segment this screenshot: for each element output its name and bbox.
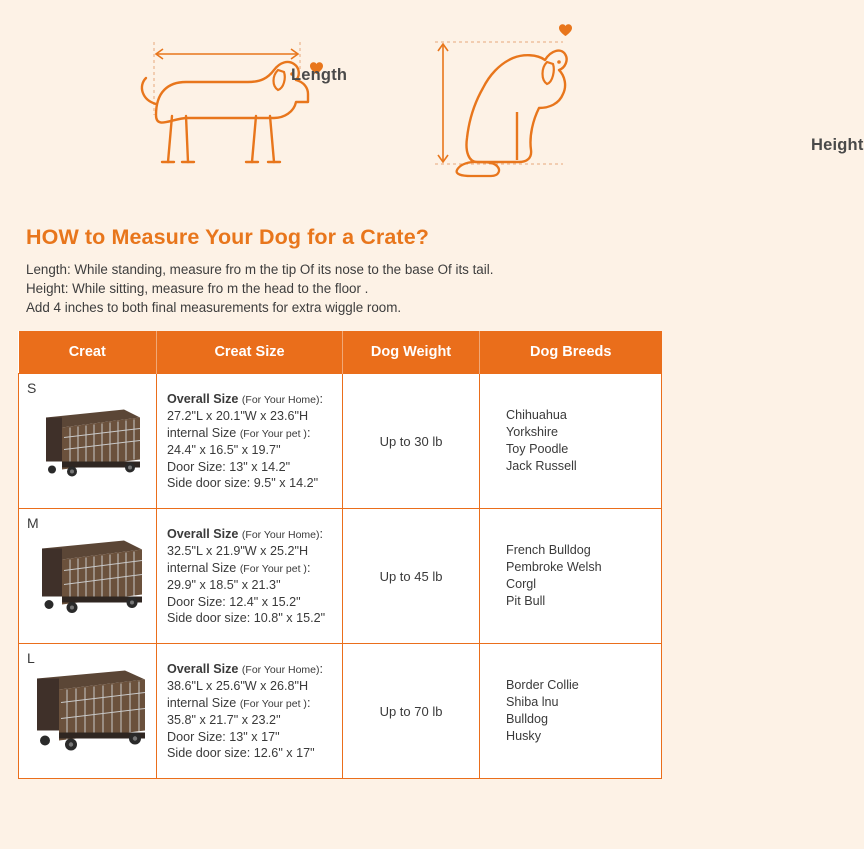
internal-size-line: internal Size (For Your pet ): [167, 425, 311, 440]
overall-size-label: Overall Size [167, 391, 239, 406]
side-door-size: Side door size: 10.8" x 15.2" [167, 611, 326, 625]
crate-cell-small [19, 374, 157, 509]
breed-item: Chihuahua [506, 408, 567, 422]
dog-crate-large-image [27, 665, 149, 758]
internal-size-note: (For Your pet ) [239, 427, 307, 440]
crate-cell-large [19, 644, 157, 779]
breed-item: Border Collie [506, 678, 579, 692]
breed-item: Shiba lnu [506, 695, 559, 709]
crate-size-letter: M [27, 515, 39, 531]
dog-standing-illustration [128, 20, 348, 195]
dog-crate-small-image [32, 400, 144, 483]
table-row [19, 509, 662, 644]
dog-weight-cell: Up to 30 lb [343, 374, 480, 509]
breed-item: Husky [506, 729, 541, 743]
dog-sitting-icon [413, 20, 603, 195]
door-size: Door Size: 13" x 14.2" [167, 459, 291, 474]
overall-size-note: (For Your Home) [241, 393, 320, 406]
overall-size-line: Overall Size (For Your Home): [167, 526, 324, 541]
crate-size-cell [157, 509, 343, 644]
dog-breeds-cell [480, 644, 662, 779]
crate-size-letter: S [27, 380, 37, 396]
internal-size-value: 24.4" x 16.5" x 19.7" [167, 443, 281, 457]
internal-size-value: 29.9" x 18.5" x 21.3" [167, 578, 281, 592]
intro-text [26, 260, 661, 317]
breed-item: Bulldog [506, 712, 549, 726]
breed-item: Toy Poodle [506, 442, 569, 456]
breed-item: Corgl [506, 577, 537, 591]
overall-size-note: (For Your Home) [241, 663, 320, 676]
door-size: Door Size: 13" x 17" [167, 729, 280, 744]
intro-line-3: Add 4 inches to both final measurements for extra wiggle room. [26, 300, 402, 315]
internal-size-note: (For Your pet ) [239, 562, 307, 575]
header-dog-breeds: Dog Breeds [480, 331, 662, 374]
page-title: HOW to Measure Your Dog for a Crate? [26, 225, 429, 249]
overall-size-line: Overall Size (For Your Home): [167, 391, 324, 406]
breed-item: Jack Russell [506, 459, 577, 473]
dog-standing-icon [128, 20, 328, 195]
dog-crate-medium-image [30, 533, 146, 620]
crate-illustration [32, 400, 144, 480]
table-row [19, 374, 662, 509]
intro-line-1: Length: While standing, measure fro m the tip Of its nose to the base Of its tail. [26, 262, 494, 277]
dog-weight-cell: Up to 70 lb [343, 644, 480, 779]
side-door-size: Side door size: 9.5" x 14.2" [167, 476, 319, 490]
overall-size-label: Overall Size [167, 526, 239, 541]
breed-item: Pembroke Welsh [506, 560, 602, 574]
header-dog-weight: Dog Weight [343, 331, 480, 374]
dog-weight-cell: Up to 45 lb [343, 509, 480, 644]
header-crate: Creat [19, 331, 157, 374]
breed-item: French Bulldog [506, 543, 591, 557]
overall-size-line: Overall Size (For Your Home): [167, 661, 324, 676]
internal-size-value: 35.8" x 21.7" x 23.2" [167, 713, 281, 727]
length-label: Length [291, 66, 348, 84]
crate-size-cell [157, 374, 343, 509]
header-crate-size: Creat Size [157, 331, 343, 374]
side-door-size: Side door size: 12.6" x 17" [167, 746, 315, 760]
overall-size-value: 38.6"L x 25.6"W x 26.8"H [167, 679, 309, 693]
crate-illustration [27, 665, 149, 755]
internal-size-label: internal Size [167, 560, 237, 575]
dog-breeds-cell [480, 374, 662, 509]
overall-size-label: Overall Size [167, 661, 239, 676]
crate-size-cell [157, 644, 343, 779]
door-size: Door Size: 12.4" x 15.2" [167, 594, 301, 609]
internal-size-label: internal Size [167, 695, 237, 710]
internal-size-line: internal Size (For Your pet ): [167, 560, 311, 575]
breed-item: Pit Bull [506, 594, 546, 608]
intro-line-2: Height: While sitting, measure fro m the head to the floor . [26, 281, 369, 296]
heart-icon [559, 24, 572, 36]
breed-item: Yorkshire [506, 425, 559, 439]
height-label: Height [811, 136, 864, 154]
table-header-row [19, 331, 662, 374]
measurement-illustrations [18, 0, 864, 215]
table-row [19, 644, 662, 779]
crate-size-letter: L [27, 650, 35, 666]
overall-size-value: 27.2"L x 20.1"W x 23.6"H [167, 409, 309, 423]
internal-size-label: internal Size [167, 425, 237, 440]
internal-size-line: internal Size (For Your pet ): [167, 695, 311, 710]
dog-breeds-cell [480, 509, 662, 644]
crate-cell-medium [19, 509, 157, 644]
overall-size-note: (For Your Home) [241, 528, 320, 541]
internal-size-note: (For Your pet ) [239, 697, 307, 710]
crate-size-table [18, 331, 662, 779]
dog-sitting-illustration [413, 20, 864, 195]
crate-illustration [30, 533, 146, 617]
overall-size-value: 32.5"L x 21.9"W x 25.2"H [167, 544, 309, 558]
